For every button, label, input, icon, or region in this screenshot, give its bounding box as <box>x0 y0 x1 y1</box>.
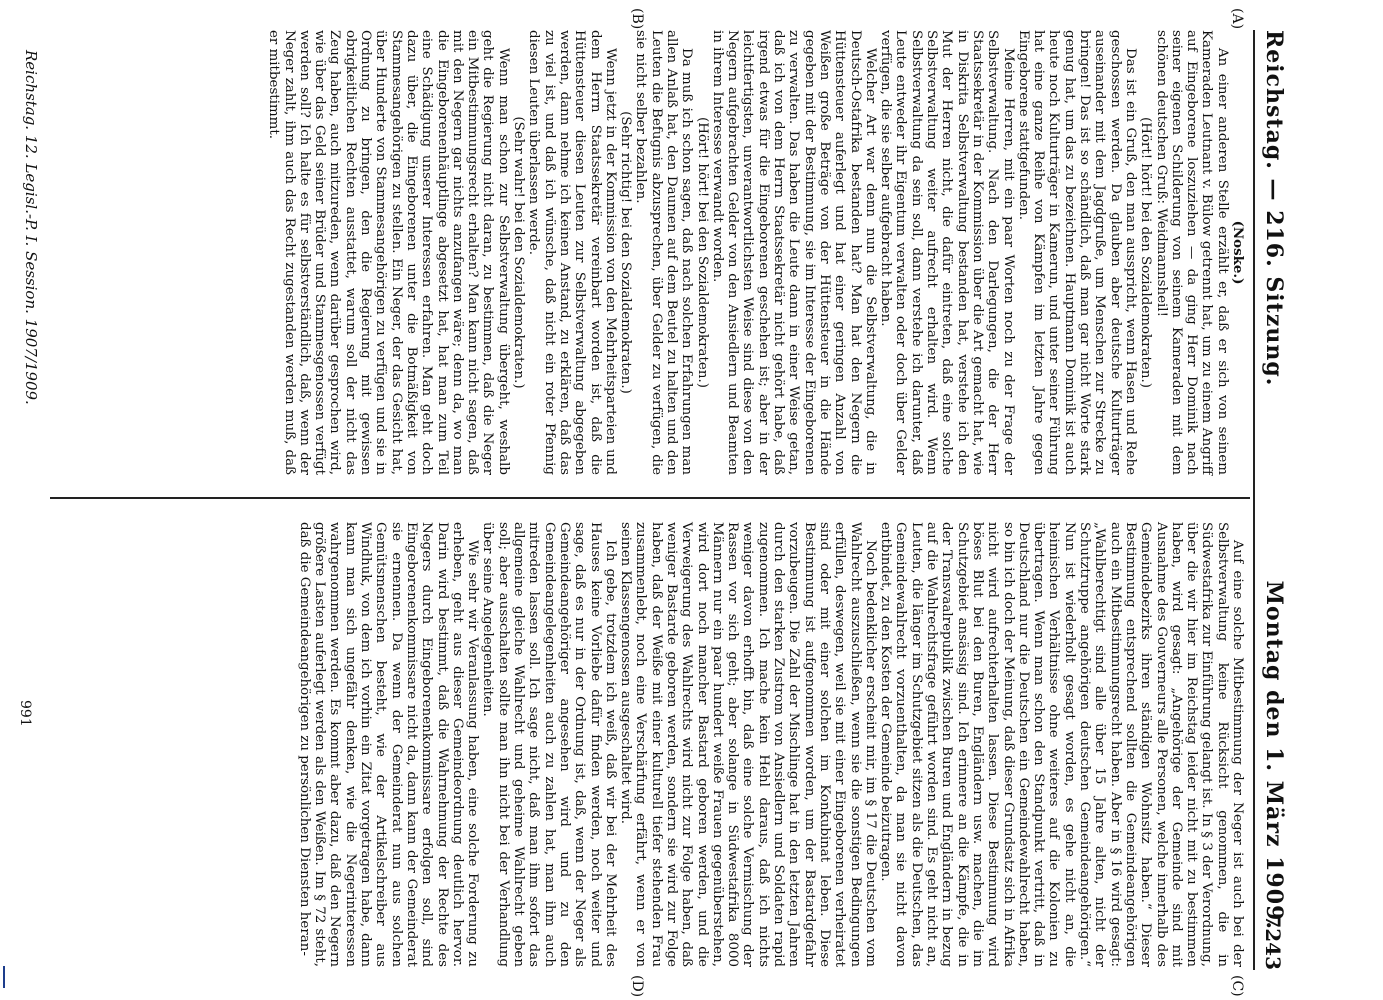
paragraph: Noch bedenklicher erscheint mir, im § 17 die Deutschen vom Wahlrecht auszuschließen, wenn sie die sonstigen Bedingungen erfüllen, deswegen, weil sie mit einer Eingeborenen verheiratet sind oder mit einer solchen im Konkubinat leben. Diese Bestimmung ist aufgenommen worden, um der Bastardgefahr vorzubeugen. Die Zahl der Mischlinge hat in den letzten Jahren durch den starken Zustrom von Ansiedlern und Soldaten rapid zugenommen. Ich mache kein Hehl daraus, daß ich nichts weniger davon erhofft bin, daß eine solche Vermischung der Rassen vor sich geht; aber solange in Südwestafrika 8000 Männern nur ein paar hundert weiße Frauen gegenüberstehen, wird dort noch mancher Bastard geboren werden, und die Verweigerung des Wahlrechts wird nicht zur Folge haben, daß weniger Bastarde geboren werden, sondern sie wird zur Folge haben, daß der Weiße mit einer kulturell tiefer stehenden Frau zusammenlebt, noch eine Verschärfung erfährt, wenn er von seinen Klassengenossen ausgeschaltet wird. <box>618 522 878 967</box>
footer-legislature: Reichstag. 12. Legisl.-P. I. Session. 1907/1909. <box>22 50 40 405</box>
paragraph: Auf eine solche Mitbestimmung der Neger ist auch bei der Selbstverwaltung keine Rücksicht genommen, die in Südwestafrika zur Einführung gelangt ist. In § 3 der Verordnung, über die wir hier im Reichstag leider nicht mit zu bestimmen haben, wird gesagt: „Angehörige der Gemeinde sind mit Ausnahme des Gouverneurs alle Personen, welche innerhalb des Gemeindebezirks ihren ständigen Wohnsitz haben.“ Dieser Bestimmung entsprechend sollten die Gemeindeangehörigen auch ein Mitbestimmungsrecht haben. Aber in § 16 wird gesagt: „Wahlberechtigt sind alle über 15 Jahre alten, nicht der Schutztruppe angehörigen deutschen Gemeindeangehörigen.“ Nun ist wiederholt gesagt worden, es gehe nicht an, die heimischen Verhältnisse ohne weiteres auf die Kolonien zu übertragen. Wenn man schon den Standpunkt vertritt, daß in Deutschland nur die Deutschen ein Gemeindewahlrecht haben, so bin ich doch der Meinung, daß dieser Grundsatz sich in Afrika nicht wird aufrechterhalten lassen. Diese Bestimmung wird böses Blut bei den Buren, Engländern usw. machen, die im Schutzgebiet ansässig sind. Ich erinnere an die Kämpfe, die in der Transvaalrepublik zwischen Buren und Engländern in bezug auf die Wahlrechtsfrage geführt worden sind. Es geht nicht an, Leuten, die länger im Schutzgebiet sitzen als die Deutschen, das Gemeindewahlrecht vorzuenthalten, da man sie nicht davon entbindet, zu den Kosten der Gemeinde beizutragen. <box>878 522 1245 967</box>
margin-mark-b: (B) <box>629 8 645 30</box>
paragraph: Ich gebe, trotzdem ich weiß, daß wir bei der Mehrheit des Hauses keine Vorliebe dafür finden werden, noch weiter und sage, daß es nur in der Ordnung ist, daß, wenn der Neger als Gemeindeangehöriger angesehen wird und zu den Gemeindeangelegenheiten auch zu zahlen hat, man ihm auch mitreden lassen soll. Ich sage nicht, daß man ihm sofort das allgemeine gleiche Wahlrecht und geheime Wahlrecht geben soll; aber ausschalten sollte man ihn nicht bei der Verhandlung über seine Angelegenheiten. <box>480 522 618 967</box>
interjection: (Sehr richtig! bei den Sozialdemokraten.) <box>618 111 634 394</box>
paragraph: Wie sehr wir Veranlassung haben, eine solche Forderung zu erheben, geht aus dieser Gemeindeordnung deutlich hervor. Darin wird bestimmt, daß die Wahrnehmung der Rechte des Negers durch Eingeborenenkommissare erfolgen soll, sind Eingeborenenkommissare nicht da, dann kann der Gemeinderat sie ernennen. Da wenn der Gemeinderat nun aus solchen Gemütsmenschen besteht, wie der Artikelschreiber aus Windhuk, von dem ich vorhin ein Zitat vorgetragen habe, dann kann man sich ungefähr denken, wie die Negerinteressen wahrgenommen werden. Es kommt aber dazu, daß den Negern größere Lasten auferlegt werden als den Weißen. Im § 72 steht, daß die Gemeindeangehörigen zu persönlichen Diensten heran- <box>296 522 481 967</box>
right-column <box>297 522 1245 967</box>
page-header <box>1255 30 1295 970</box>
paragraph: Welcher Art war denn nun die Selbstverwaltung, die in Deutsch-Ostafrika bestanden hat? Man hat den Negern die Hüttensteuer auferlegt und hat einer geringen Anzahl von Weißen große Beträge von der Hüttensteuer in die Hände gegeben mit der Bestimmung, sie im Interesse der Eingeborenen zu verwalten. Das haben die Leute dann in einer Weise getan, daß ich von dem Herrn Staatssekretär nicht gehört habe, daß irgend etwas für die Eingeborenen geschehen ist; aber in der leichtfertigsten, unverantwortlichsten Weise sind diese von den Negern aufgebrachten Gelder von den Ansiedlern und Beamten in ihrem Interesse verwandt worden. <box>709 30 878 475</box>
paragraph: Das ist ein Gruß, den man ausspricht, wenn Hasen und Rehe geschossen werden. Da glauben aber deutsche Kulturträger auseinander mit dem Jagdgruße, um Menschen zur Strecke zu bringen! Das ist so schändlich, daß man gar nicht Worte stark genug hat, um das zu bezeichnen. Hauptmann Dominik ist auch heute noch Kulturträger in Kamerun, und unter seiner Führung hat eine ganze Reihe von Kämpfen im letzten Jahre gegen Eingeborene stattgefunden. <box>1015 30 1138 475</box>
paragraph: Wenn jetzt in der Kommission von den Mehrheitsparteien und dem Herrn Staatssekretär vereinbart worden ist, daß die Hüttensteuer diesen Leuten zur Selbstverwaltung abgegeben werden, dann nehme ich keinen Anstand, zu erklären, daß das zu viel ist, und daß ich wünsche, daß nicht ein roter Pfennig diesen Leuten überlassen werde. <box>526 30 618 475</box>
paragraph: Da muß ich schon sagen, daß nach solchen Erfahrungen man allen Anlaß hat, den Daumen auf dem Beutel zu halten und den Leuten die Befugnis abzusprechen, über Gelder zu verfügen, die sie nicht selber bezahlen. <box>633 30 695 475</box>
interjection: (Hört! hört! bei den Sozialdemokraten.) <box>1138 117 1154 388</box>
interjection: (Hört! hört! bei den Sozialdemokraten.) <box>694 117 710 388</box>
paragraph: Wenn man schon zur Selbstverwaltung übergeht, weshalb geht die Regierung nicht daran, zu bestimmen, daß die Neger ein Mitbestimmungsrecht erhalten? Man kann nicht sagen, daß mit den Negern gar nichts anzufangen wäre; denn da, wo man die Eingeborenenhäuptlinge abgesetzt hat, hat man zum Teil eine Schädigung unserer Interessen erfahren. Man geht doch dazu über, die Eingeborenen unter die Botmäßigkeit von Stammesangehörigen zu stellen. Ein Neger, der das Gesicht hat, über Hunderte von Stammesangehörigen zu verfügen und sie in Ordnung zu bringen, den die Regierung mit gewissen obrigkeitlichen Rechten ausstattet, warum soll der nicht das Zeug haben, auch mitzureden, wenn darüber gesprochen wird, wie über das Geld seiner Brüder und Stammesgenossen verfügt werden soll? Ich halte es für selbstverständlich, daß, wenn der Neger zahlt, ihm auch das Recht zugestanden werden muß, daß er mitbestimmt. <box>266 30 511 475</box>
margin-mark-d: (D) <box>629 975 645 998</box>
paragraph: Meine Herren, mit ein paar Worten noch zu der Frage der Selbstverwaltung. Nach den Darlegungen, die der Herr Staatssekretär in der Kommission über die Art gemacht hat, wie in Diskrita Selbstverwaltung bestanden hat, verstehe ich den Mut der Herren nicht, die dafür eintreten, daß eine solche Selbstverwaltung weiter aufrecht erhalten wird. Wenn Selbstverwaltung da sein soll, dann verstehe ich darunter, daß Leute entweder ihr Eigentum verwalten oder doch über Gelder verfügen, die sie selber aufgebracht haben. <box>878 30 1016 475</box>
margin-mark-a: (A) <box>1229 8 1245 30</box>
interjection: (Sehr wahr! bei den Sozialdemokraten.) <box>511 116 527 389</box>
header-rule <box>1253 30 1255 970</box>
margin-mark-c: (C) <box>1229 975 1245 997</box>
speaker-name: (Noske.) <box>1230 220 1246 285</box>
header-date: Montag den 1. März 1909. <box>1261 580 1287 930</box>
page-number: 7243 <box>1261 914 1285 970</box>
header-session: Reichstag. — 216. Sitzung. <box>1261 30 1287 387</box>
column-divider <box>50 497 1250 499</box>
footer-page-number: 991 <box>17 700 33 727</box>
document-page <box>5 0 1305 1000</box>
paragraph: An einer anderen Stelle erzählt er, daß er sich von seinem Kameraden Leutnant v. Bülow getrennt hat, um zu einem Angriff auf Eingeborene loszuziehen — da ging Herr Dominik nach seiner eigenen Schilderung von seinem Kameraden mit dem schönen deutschen Gruß: Weidmannsheil! <box>1153 30 1230 475</box>
left-column <box>266 30 1245 475</box>
